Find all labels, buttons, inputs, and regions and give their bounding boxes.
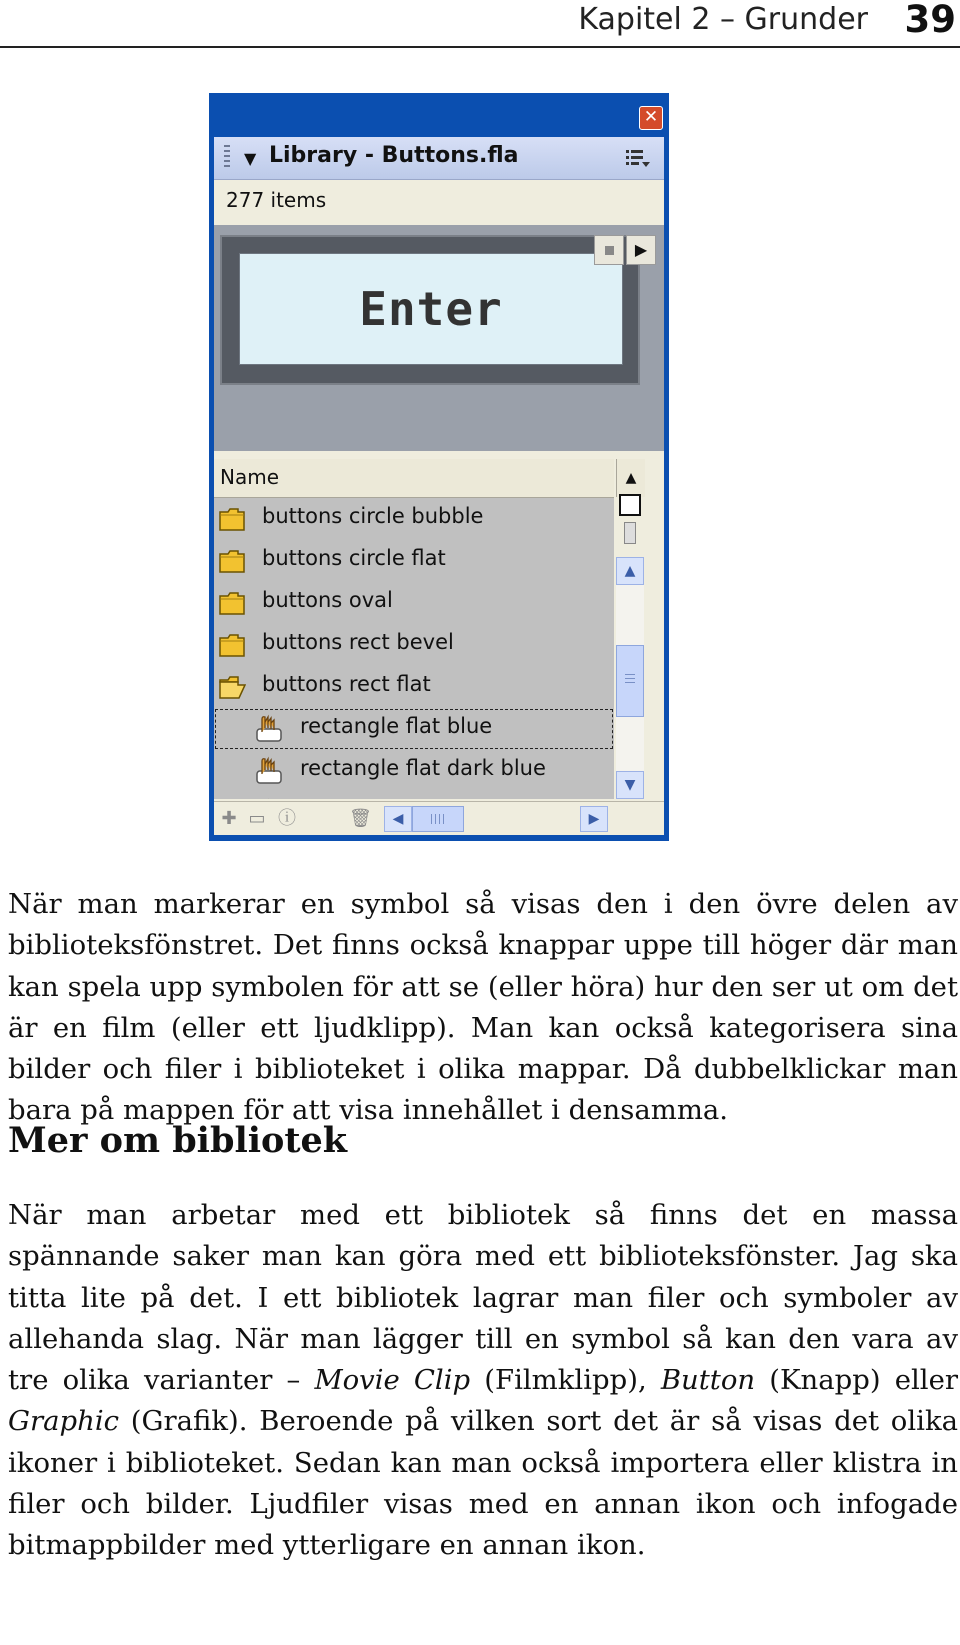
panel-bottom-toolbar xyxy=(214,801,664,835)
paragraph-2 xyxy=(8,1195,958,1567)
button-symbol-icon xyxy=(254,714,284,744)
list-item[interactable] xyxy=(214,750,614,792)
folder-icon xyxy=(218,548,246,574)
list-item[interactable] xyxy=(214,582,614,624)
term-movie-clip: Movie Clip xyxy=(314,1364,471,1397)
item-count: 277 items xyxy=(226,188,327,212)
preview-label: Enter xyxy=(359,282,503,336)
paragraph-2-text: När man arbetar med ett bibliotek så finns det en massa spännande saker man kan göra med ett biblioteksfönster. Jag ska titta lite på det. I ett bibliotek lagrar man filer och symboler av allehanda slag. När man lägger till en symbol så kan den vara av tre olika varianter – xyxy=(8,1199,958,1397)
horizontal-scroll-thumb[interactable] xyxy=(412,806,464,832)
button-symbol-icon xyxy=(254,756,284,786)
options-menu-icon[interactable] xyxy=(624,147,650,169)
scroll-right-icon[interactable]: ▶ xyxy=(580,806,608,832)
list-item[interactable] xyxy=(214,498,614,540)
new-folder-icon[interactable]: ▭ xyxy=(248,808,266,829)
panel-titlebar[interactable] xyxy=(214,137,664,180)
vertical-scrollbar[interactable] xyxy=(616,557,644,799)
list-item[interactable] xyxy=(214,540,614,582)
list-item-selected[interactable] xyxy=(214,708,614,750)
library-item-list xyxy=(214,498,614,799)
list-item[interactable] xyxy=(214,624,614,666)
column-header-label: Name xyxy=(220,465,280,489)
button-symbol-icon xyxy=(254,798,284,799)
folder-icon xyxy=(218,632,246,658)
folder-icon xyxy=(218,506,246,532)
running-header xyxy=(0,0,960,48)
item-name: buttons oval xyxy=(262,588,393,612)
paragraph-2-text: (Filmklipp), xyxy=(470,1364,661,1397)
item-name: buttons circle flat xyxy=(262,546,446,570)
paragraph-2-text: (Knapp) eller xyxy=(755,1364,959,1397)
item-name: buttons rect bevel xyxy=(262,630,454,654)
list-item[interactable] xyxy=(214,792,614,799)
scroll-down-icon[interactable]: ▼ xyxy=(616,771,644,799)
close-icon[interactable]: ✕ xyxy=(639,106,663,130)
paragraph-1: När man markerar en symbol så visas den i den övre delen av biblioteksfönstret. Det finns också knappar uppe till höger där man kan spela upp symbolen för att se (eller höra) hur den ser ut om det är en film (eller ett ljudklipp). Man kan också kategorisera sina bilder och filer i biblioteket i olika mappar. Då dubbelklickar man bara på mappen för att visa innehållet i densamma. xyxy=(8,888,958,1127)
open-folder-icon xyxy=(218,674,246,700)
grip-icon[interactable] xyxy=(224,145,230,169)
folder-icon xyxy=(218,590,246,616)
stop-button[interactable] xyxy=(594,235,624,265)
vertical-scroll-thumb[interactable] xyxy=(616,645,644,717)
scroll-up-icon[interactable]: ▲ xyxy=(616,557,644,585)
item-name xyxy=(300,798,494,799)
chapter-title: Kapitel 2 – Grunder xyxy=(578,2,868,37)
name-column-header[interactable] xyxy=(214,459,614,498)
button-preview-face xyxy=(239,253,623,365)
item-name: buttons rect flat xyxy=(262,672,431,696)
page-number: 39 xyxy=(904,0,956,41)
panel-title: Library - Buttons.fla xyxy=(269,143,519,168)
button-preview-frame xyxy=(220,235,640,385)
trash-icon[interactable]: 🗑 xyxy=(349,808,372,829)
sort-order-icon[interactable]: ▲ xyxy=(616,459,645,497)
collapse-triangle-icon[interactable]: ▼ xyxy=(244,149,257,168)
library-panel xyxy=(214,137,664,835)
wide-view-icon[interactable] xyxy=(619,494,641,516)
play-button[interactable]: ▶ xyxy=(626,235,656,265)
item-name: rectangle flat dark blue xyxy=(300,756,546,780)
narrow-view-icon[interactable] xyxy=(624,522,636,544)
term-graphic: Graphic xyxy=(8,1405,120,1438)
new-symbol-icon[interactable]: ✚ xyxy=(221,808,237,829)
section-heading: Mer om bibliotek xyxy=(8,1120,348,1161)
item-count-bar xyxy=(214,180,664,223)
paragraph-2-text: (Grafik). Beroende på vilken sort det är så visas det olika ikoner i biblioteket. Sedan kan man också importera eller klistra in filer och bilder. Ljudfiler visas med en annan ikon och infogade bitmappbilder med ytterligare en annan ikon. xyxy=(8,1405,958,1562)
term-button: Button xyxy=(660,1364,756,1397)
list-item[interactable] xyxy=(214,666,614,708)
item-name: buttons circle bubble xyxy=(262,504,484,528)
item-name: rectangle flat blue xyxy=(300,714,493,738)
library-window xyxy=(209,93,669,841)
properties-icon[interactable]: ⓘ xyxy=(278,808,296,829)
scroll-left-icon[interactable]: ◀ xyxy=(384,806,412,832)
